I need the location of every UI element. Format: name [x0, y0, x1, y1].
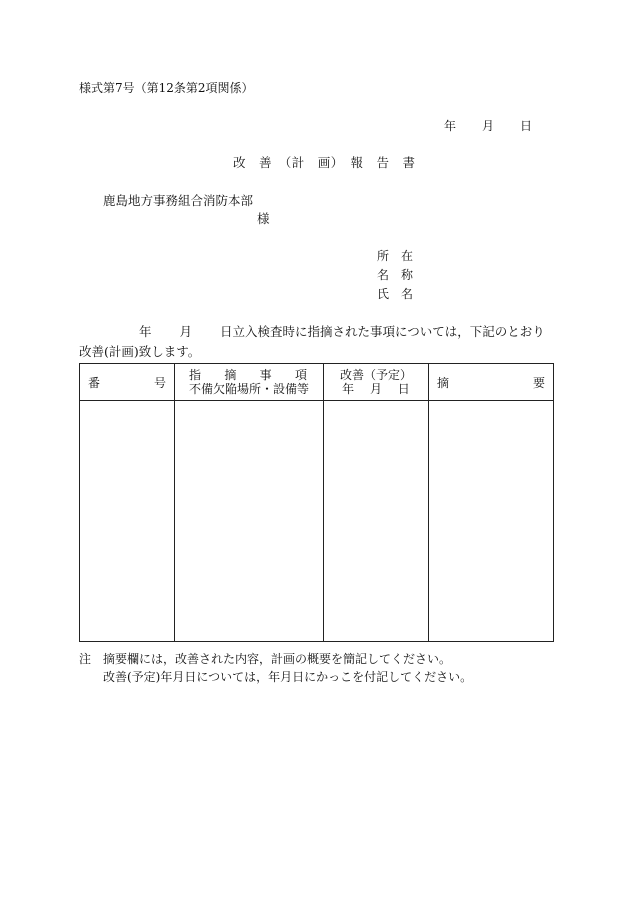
table-row [80, 401, 554, 642]
recipient-honorific: 様 [257, 211, 270, 226]
report-table [79, 363, 554, 642]
header-summary [429, 364, 554, 401]
header-findings-subtitle: 不備欠陥場所・設備等 [188, 382, 309, 396]
body-month-label: 月 [179, 324, 193, 339]
header-date-top: 改善（予定） [339, 368, 412, 382]
body-text: 日立入検査時に指摘された事項については，下記のとおり改善(計画)致します。 [79, 324, 545, 359]
header-date-bottom: 年 月 日 [342, 382, 410, 396]
form-number: 様式第7号（第12条第2項関係） [79, 81, 254, 95]
date-line [444, 119, 532, 133]
cell-findings[interactable] [175, 401, 324, 642]
body-paragraph [79, 322, 557, 362]
document-title: 改 善 （計 画） 報 告 書 [233, 155, 416, 170]
header-number-char-2: 号 [153, 375, 166, 390]
table-header-row [80, 364, 554, 401]
cell-number[interactable] [80, 401, 175, 642]
date-day-label: 日 [520, 119, 533, 133]
header-findings-char-2: 摘 [224, 368, 237, 382]
header-findings-char-4: 項 [294, 368, 307, 382]
header-findings [175, 364, 324, 401]
person-label: 氏 名 [377, 287, 414, 301]
date-month-label: 月 [482, 119, 495, 133]
name-label: 名 称 [377, 268, 414, 282]
note-line-1: 注 摘要欄には，改善された内容，計画の概要を簡記してください。 [79, 652, 452, 666]
header-number-char-1: 番 [88, 375, 101, 390]
header-summary-char-1: 摘 [437, 375, 450, 390]
recipient-organization: 鹿島地方事務組合消防本部 [103, 193, 254, 208]
header-summary-char-2: 要 [532, 375, 545, 390]
header-findings-char-1: 指 [189, 368, 202, 382]
cell-improvement-date[interactable] [324, 401, 429, 642]
address-label: 所 在 [377, 249, 414, 263]
cell-summary[interactable] [429, 401, 554, 642]
header-number [80, 364, 175, 401]
date-year-label: 年 [444, 119, 457, 133]
body-year-label: 年 [139, 324, 152, 339]
note-line-2: 改善(予定)年月日については，年月日にかっこを付記してください。 [103, 670, 473, 684]
header-improvement-date [324, 364, 429, 401]
header-findings-char-3: 事 [259, 368, 272, 382]
